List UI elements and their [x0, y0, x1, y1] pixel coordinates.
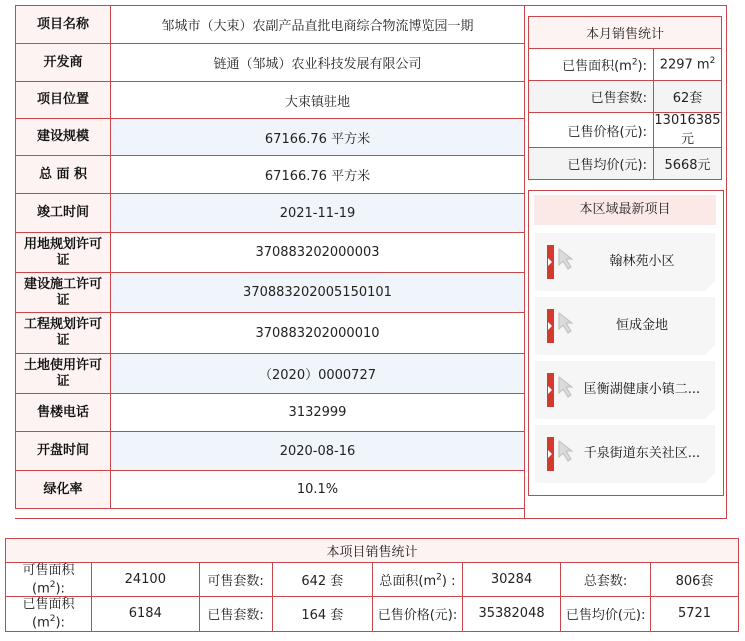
value-sales-phone: 3132999 — [111, 394, 525, 432]
project-sales-table — [5, 538, 739, 632]
sold-price-value: 35382048 — [462, 597, 560, 631]
value-completion-time: 2021-11-19 — [111, 194, 525, 233]
value-construction-permit: 370883202005150101 — [111, 273, 525, 313]
value-land-planning-permit: 370883202000003 — [111, 233, 525, 273]
marker-flag-icon — [547, 373, 554, 407]
available-units-label: 可售套数: — [199, 563, 272, 597]
marker-flag-icon — [547, 245, 554, 279]
card-fold — [705, 409, 715, 419]
sold-area-label: 已售面积 $(m^2)$: — [6, 597, 92, 631]
latest-project-card[interactable] — [535, 297, 715, 355]
card-fold — [705, 281, 715, 291]
card-fold — [705, 473, 715, 483]
latest-projects-panel — [528, 190, 724, 496]
latest-projects-title: 本区域最新项目 — [534, 195, 716, 225]
card-fold — [705, 345, 715, 355]
monthly-avg-price-label: 已售均价(元): — [529, 148, 654, 180]
marker-flag-icon — [547, 309, 554, 343]
total-area-label: 总面积$(m^2)$ : — [373, 563, 463, 597]
available-area-label: 可售面积 $(m^2)$: — [6, 563, 92, 597]
label-sales-phone: 售楼电话 — [16, 394, 111, 432]
value-opening-time: 2020-08-16 — [111, 432, 525, 471]
sold-avg-price-label: 已售均价(元): — [561, 597, 651, 631]
sold-avg-price-value: 5721 — [651, 597, 739, 631]
monthly-sold-price-value: 13016385元 — [654, 113, 721, 147]
label-build-scale: 建设规模 — [16, 119, 111, 156]
available-units-value: 642 套 — [272, 563, 373, 597]
monthly-sold-price-label: 已售价格(元): — [529, 113, 654, 148]
total-area-value: 30284 — [462, 563, 560, 597]
label-location: 项目位置 — [16, 82, 111, 119]
total-units-label: 总套数: — [561, 563, 651, 597]
sold-price-label: 已售价格(元): — [373, 597, 463, 631]
sold-units-label: 已售套数: — [199, 597, 272, 631]
label-total-area: 总 面 积 — [16, 156, 111, 194]
latest-project-name[interactable]: 恒成金地 — [615, 318, 668, 333]
label-land-use-permit: 土地使用许可证 — [16, 354, 111, 394]
label-construction-permit: 建设施工许可证 — [16, 273, 111, 313]
value-project-name: 邹城市（大束）农副产品直批电商综合物流博览园一期 — [111, 6, 525, 44]
monthly-sales-table — [528, 16, 722, 180]
value-green-rate: 10.1% — [111, 471, 525, 509]
right-frame-top-border — [524, 5, 727, 6]
latest-project-card[interactable] — [535, 361, 715, 419]
value-developer: 链通（邹城）农业科技发展有限公司 — [111, 44, 525, 82]
right-frame-left-border — [524, 5, 525, 519]
label-land-planning-permit: 用地规划许可证 — [16, 233, 111, 273]
monthly-avg-price-value: 5668元 — [654, 148, 722, 180]
latest-project-name[interactable]: 匡衡湖健康小镇二... — [583, 382, 701, 397]
monthly-sold-area-label: 已售面积$(m^2)$: — [529, 49, 654, 81]
marker-flag-icon — [547, 437, 554, 471]
monthly-sales-title: 本月销售统计 — [529, 17, 722, 49]
latest-project-name[interactable]: 翰林苑小区 — [609, 254, 675, 269]
value-engineering-planning-permit: 370883202000010 — [111, 313, 525, 354]
latest-project-card[interactable] — [535, 233, 715, 291]
total-units-value: 806套 — [651, 563, 739, 597]
monthly-sold-units-value: 62套 — [654, 81, 722, 113]
label-engineering-planning-permit: 工程规划许可证 — [16, 313, 111, 354]
monthly-sold-area-value: 2297 $m^2$ — [654, 49, 722, 81]
project-sales-title: 本项目销售统计 — [6, 539, 739, 563]
right-frame-right-border — [726, 5, 727, 519]
value-total-area: 67166.76 平方米 — [111, 156, 525, 194]
monthly-sold-units-label: 已售套数: — [529, 81, 654, 113]
label-project-name: 项目名称 — [16, 6, 111, 44]
label-green-rate: 绿化率 — [16, 471, 111, 509]
project-info-table — [15, 5, 525, 509]
latest-project-card[interactable] — [535, 425, 715, 483]
label-opening-time: 开盘时间 — [16, 432, 111, 471]
value-build-scale: 67166.76 平方米 — [111, 119, 525, 156]
value-location: 大束镇驻地 — [111, 82, 525, 119]
frame-bottom-border — [15, 518, 727, 519]
sold-area-value: 6184 — [91, 597, 199, 631]
available-area-value: 24100 — [91, 563, 199, 597]
sold-units-value: 164 套 — [272, 597, 373, 631]
value-land-use-permit: （2020）0000727 — [111, 354, 525, 394]
label-completion-time: 竣工时间 — [16, 194, 111, 233]
latest-project-name[interactable]: 千泉街道东关社区... — [583, 446, 701, 461]
label-developer: 开发商 — [16, 44, 111, 82]
